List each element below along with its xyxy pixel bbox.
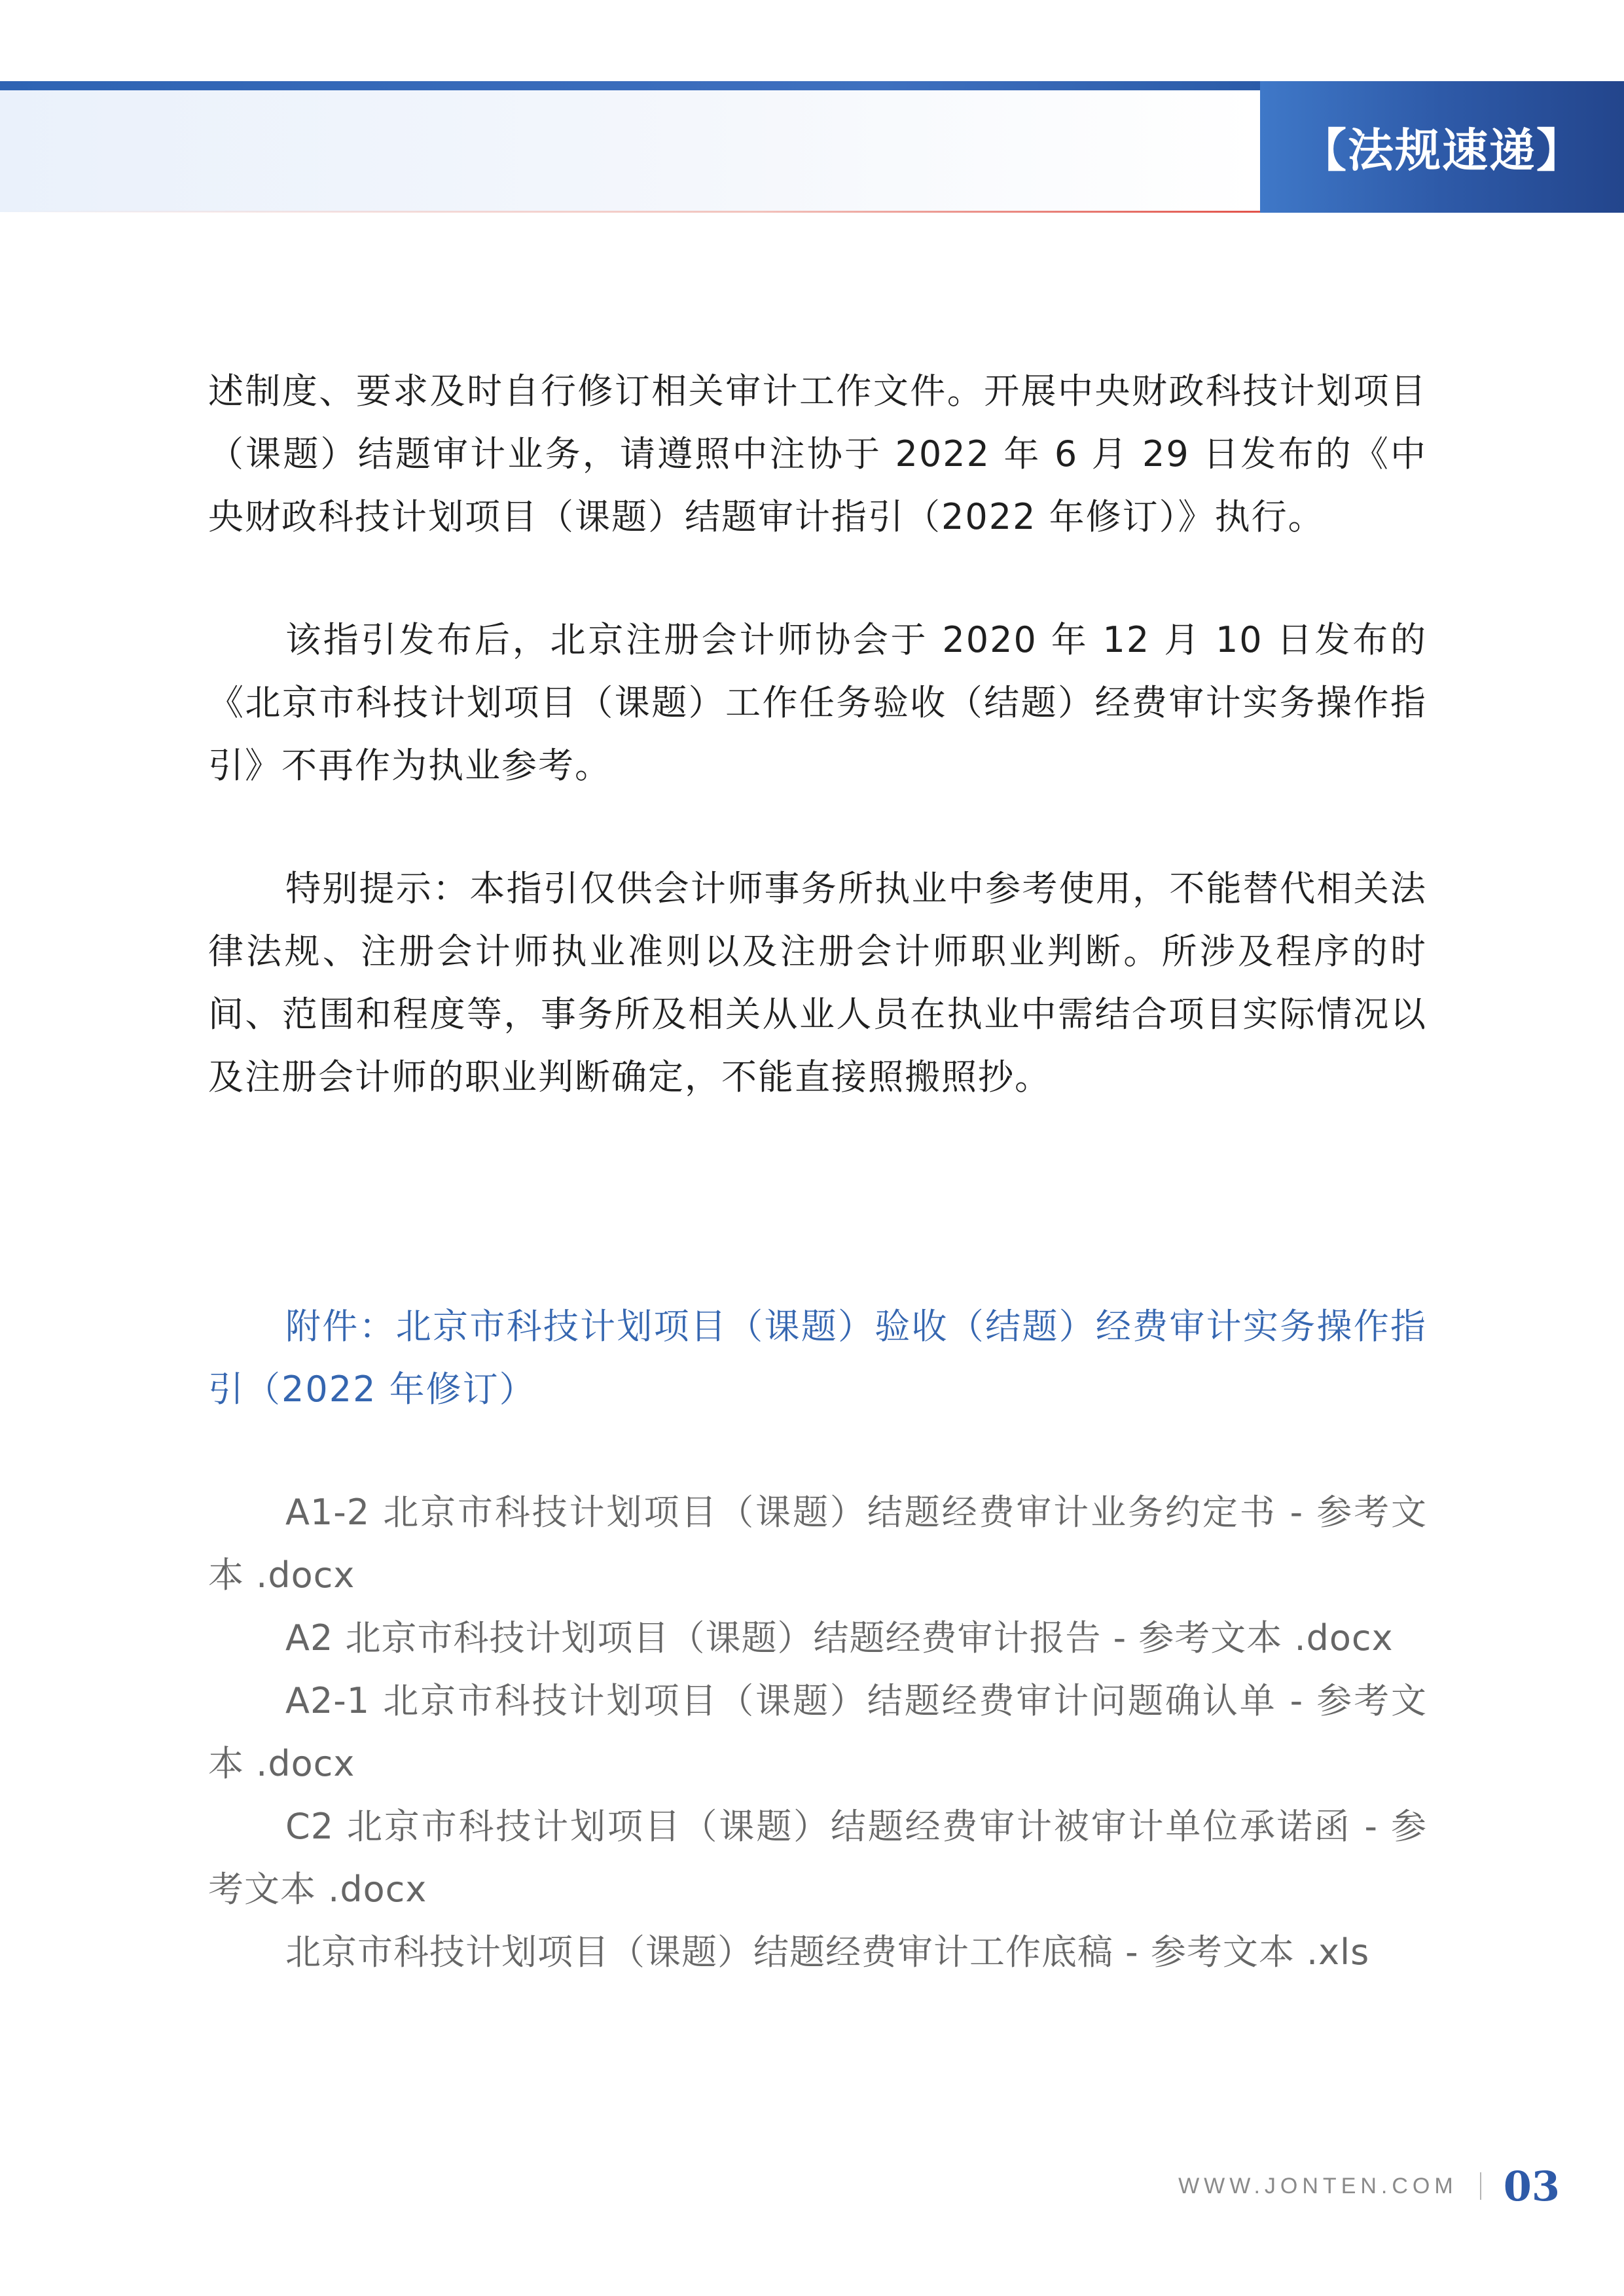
header-underline bbox=[0, 211, 1260, 213]
article-content bbox=[208, 360, 1427, 1984]
attachment-file-list bbox=[208, 1481, 1427, 1984]
header-top-line bbox=[0, 81, 1260, 90]
paragraph-3: 特别提示：本指引仅供会计师事务所执业中参考使用，不能替代相关法律法规、注册会计师执业准则以及注册会计师职业判断。所涉及程序的时间、范围和程度等，事务所及相关从业人员在执业中需结合项目实际情况以及注册会计师的职业判断确定，不能直接照搬照抄。 bbox=[208, 868, 1427, 1098]
attachment-file-link[interactable]: C2 北京市科技计划项目（课题）结题经费审计被审计单位承诺函 - 参考文本 .docx bbox=[208, 1806, 1427, 1910]
attachment-file-link[interactable]: 北京市科技计划项目（课题）结题经费审计工作底稿 - 参考文本 .xls bbox=[285, 1931, 1370, 1973]
section-tag bbox=[1260, 81, 1624, 213]
attachment-title-link[interactable]: 附件：北京市科技计划项目（课题）验收（结题）经费审计实务操作指引（2022 年修订） bbox=[208, 1306, 1427, 1410]
page-number: 03 bbox=[1503, 2162, 1560, 2210]
footer-website-url[interactable]: WWW.JONTEN.COM bbox=[1178, 2173, 1458, 2198]
attachment-file-link[interactable]: A1-2 北京市科技计划项目（课题）结题经费审计业务约定书 - 参考文本 .docx bbox=[208, 1492, 1427, 1596]
header-band bbox=[0, 90, 1260, 212]
paragraph-1: 述制度、要求及时自行修订相关审计工作文件。开展中央财政科技计划项目（课题）结题审计业务，请遵照中注协于 2022 年 6 月 29 日发布的《中央财政科技计划项目（课题）结题审计指引（2022 年修订）》执行。 bbox=[208, 370, 1427, 537]
section-tag-label: 【法规速递】 bbox=[1301, 123, 1583, 177]
footer-divider bbox=[1480, 2172, 1481, 2200]
paragraph-2: 该指引发布后，北京注册会计师协会于 2020 年 12 月 10 日发布的《北京市科技计划项目（课题）工作任务验收（结题）经费审计实务操作指引》不再作为执业参考。 bbox=[208, 619, 1427, 786]
attachment-file-link[interactable]: A2 北京市科技计划项目（课题）结题经费审计报告 - 参考文本 .docx bbox=[285, 1617, 1394, 1659]
attachment-file-link[interactable]: A2-1 北京市科技计划项目（课题）结题经费审计问题确认单 - 参考文本 .docx bbox=[208, 1680, 1427, 1784]
page-footer bbox=[1178, 2160, 1560, 2212]
